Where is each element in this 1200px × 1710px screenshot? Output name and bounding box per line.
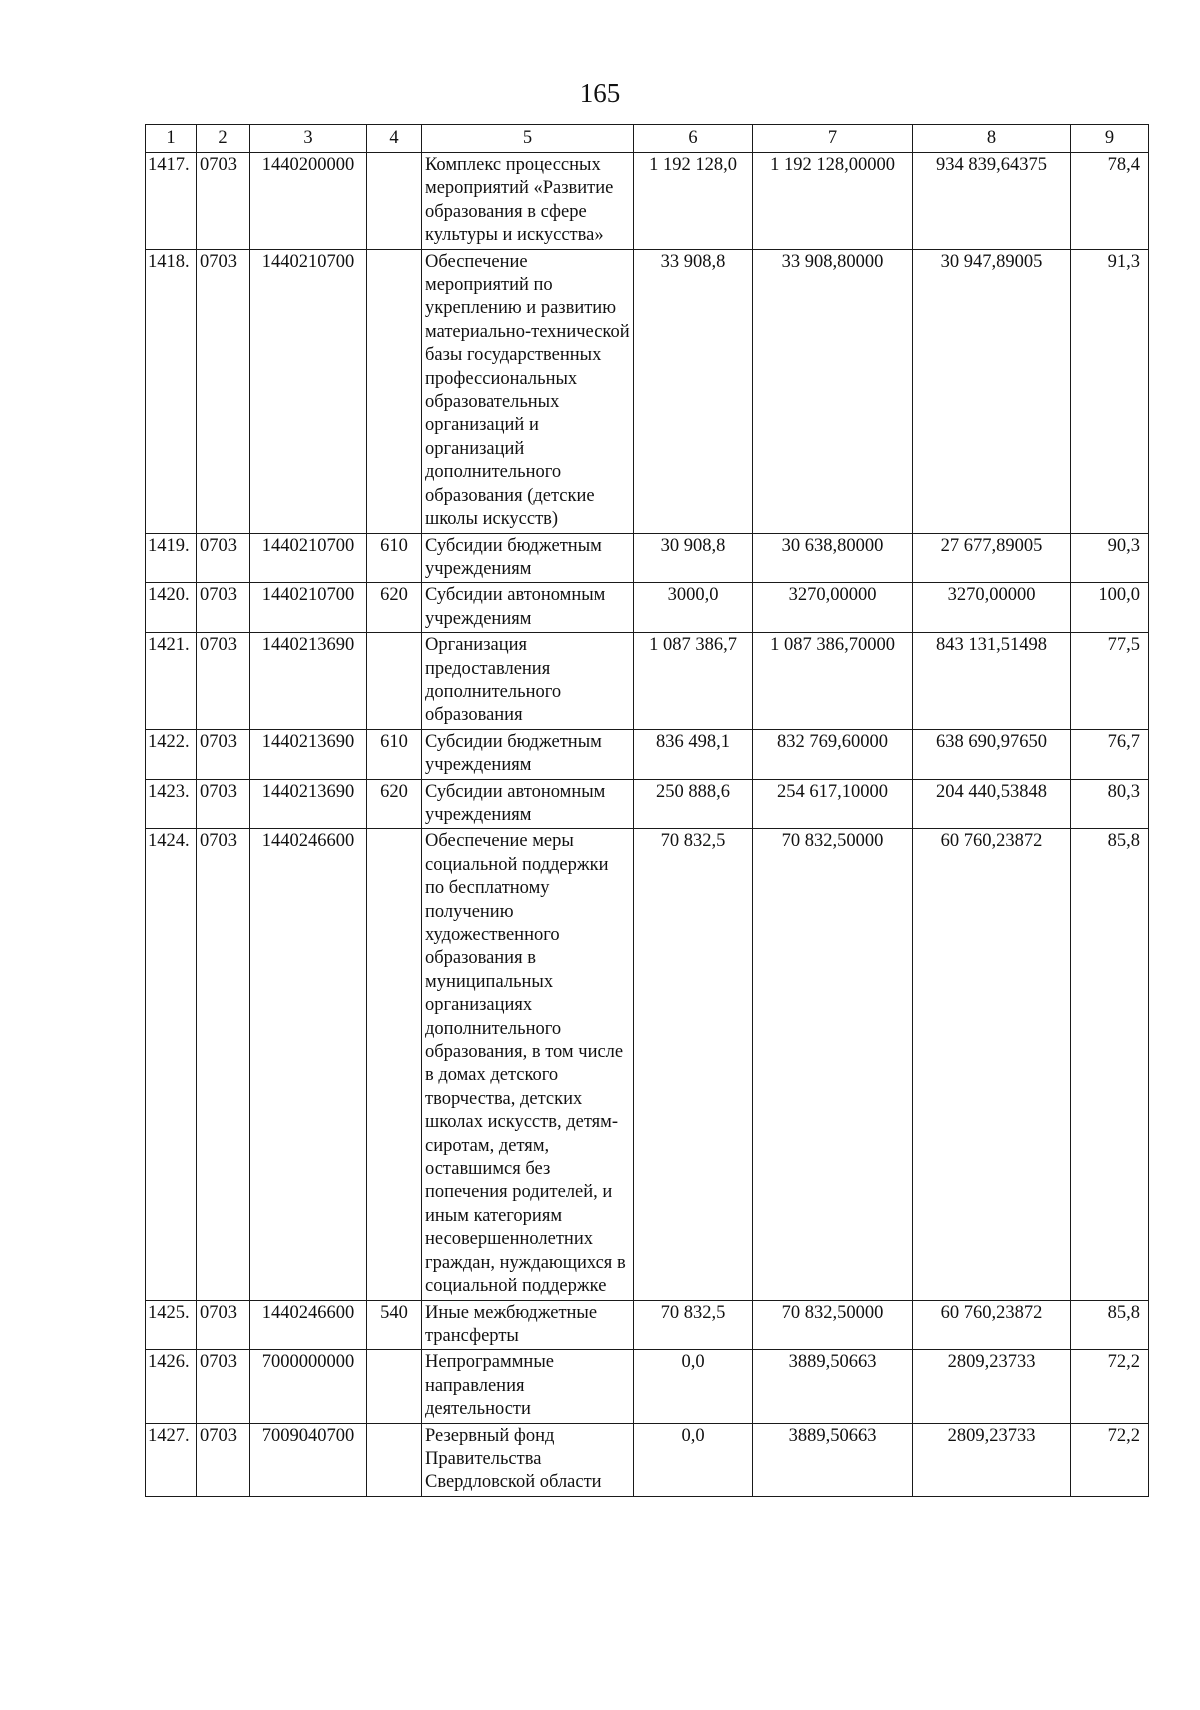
expense-type: 620 [367,779,422,829]
approved-amount: 250 888,6 [634,779,753,829]
table-row [146,533,1149,583]
execution-percent: 72,2 [1071,1423,1149,1496]
section-code: 0703 [197,583,250,633]
header-col-3: 3 [250,125,367,153]
refined-amount: 1 087 386,70000 [753,633,913,730]
table-row [146,153,1149,250]
table-row [146,583,1149,633]
target-code: 1440213690 [250,779,367,829]
table-row [146,633,1149,730]
target-code: 1440210700 [250,249,367,533]
approved-amount: 33 908,8 [634,249,753,533]
budget-table [145,124,1149,1497]
approved-amount: 0,0 [634,1423,753,1496]
target-code: 7000000000 [250,1350,367,1423]
item-name: Обеспечение меры социальной поддержки по бесплатному получению художественного образования в муниципальных организациях дополнительного образования, в том числе в домах детского творчества, детских школах искусств, детям-сиротам, детям, оставшимся без попечения родителей, и иным категориям несовершеннолетних граждан, нуждающихся в социальной поддержке [422,829,634,1300]
item-name: Организация предоставления дополнительного образования [422,633,634,730]
item-name: Иные межбюджетные трансферты [422,1300,634,1350]
row-number: 1425. [146,1300,197,1350]
target-code: 7009040700 [250,1423,367,1496]
expense-type [367,1423,422,1496]
executed-amount: 204 440,53848 [913,779,1071,829]
execution-percent: 76,7 [1071,729,1149,779]
approved-amount: 30 908,8 [634,533,753,583]
executed-amount: 2809,23733 [913,1350,1071,1423]
expense-type: 540 [367,1300,422,1350]
row-number: 1417. [146,153,197,250]
row-number: 1420. [146,583,197,633]
header-col-9: 9 [1071,125,1149,153]
expense-type [367,153,422,250]
refined-amount: 254 617,10000 [753,779,913,829]
expense-type: 620 [367,583,422,633]
executed-amount: 30 947,89005 [913,249,1071,533]
approved-amount: 70 832,5 [634,829,753,1300]
table-row [146,729,1149,779]
table-body [146,125,1149,1497]
header-col-1: 1 [146,125,197,153]
executed-amount: 3270,00000 [913,583,1071,633]
item-name: Непрограммные направления деятельности [422,1350,634,1423]
expense-type [367,633,422,730]
refined-amount: 832 769,60000 [753,729,913,779]
executed-amount: 60 760,23872 [913,829,1071,1300]
item-name: Резервный фонд Правительства Свердловской области [422,1423,634,1496]
approved-amount: 1 192 128,0 [634,153,753,250]
item-name: Обеспечение мероприятий по укреплению и развитию материально-технической базы государственных профессиональных образовательных организаций и организаций дополнительного образования (детские школы искусств) [422,249,634,533]
section-code: 0703 [197,633,250,730]
expense-type [367,829,422,1300]
target-code: 1440213690 [250,729,367,779]
refined-amount: 3889,50663 [753,1423,913,1496]
approved-amount: 1 087 386,7 [634,633,753,730]
executed-amount: 60 760,23872 [913,1300,1071,1350]
table-row [146,779,1149,829]
section-code: 0703 [197,1350,250,1423]
target-code: 1440246600 [250,1300,367,1350]
page-number: 165 [579,78,621,108]
executed-amount: 2809,23733 [913,1423,1071,1496]
expense-type [367,249,422,533]
row-number: 1423. [146,779,197,829]
item-name: Субсидии автономным учреждениям [422,779,634,829]
target-code: 1440213690 [250,633,367,730]
approved-amount: 3000,0 [634,583,753,633]
execution-percent: 80,3 [1071,779,1149,829]
header-col-2: 2 [197,125,250,153]
row-number: 1422. [146,729,197,779]
header-col-8: 8 [913,125,1071,153]
section-code: 0703 [197,533,250,583]
approved-amount: 836 498,1 [634,729,753,779]
section-code: 0703 [197,779,250,829]
header-col-6: 6 [634,125,753,153]
table-row [146,249,1149,533]
header-row [146,125,1149,153]
refined-amount: 70 832,50000 [753,829,913,1300]
expense-type [367,1350,422,1423]
table-row [146,1350,1149,1423]
section-code: 0703 [197,829,250,1300]
executed-amount: 934 839,64375 [913,153,1071,250]
table-row [146,829,1149,1300]
header-col-5: 5 [422,125,634,153]
approved-amount: 0,0 [634,1350,753,1423]
executed-amount: 843 131,51498 [913,633,1071,730]
execution-percent: 85,8 [1071,829,1149,1300]
refined-amount: 30 638,80000 [753,533,913,583]
executed-amount: 27 677,89005 [913,533,1071,583]
row-number: 1427. [146,1423,197,1496]
refined-amount: 33 908,80000 [753,249,913,533]
header-col-7: 7 [753,125,913,153]
item-name: Субсидии бюджетным учреждениям [422,533,634,583]
item-name: Субсидии бюджетным учреждениям [422,729,634,779]
refined-amount: 3889,50663 [753,1350,913,1423]
section-code: 0703 [197,729,250,779]
target-code: 1440210700 [250,533,367,583]
execution-percent: 91,3 [1071,249,1149,533]
row-number: 1421. [146,633,197,730]
refined-amount: 1 192 128,00000 [753,153,913,250]
row-number: 1424. [146,829,197,1300]
target-code: 1440246600 [250,829,367,1300]
item-name: Комплекс процессных мероприятий «Развитие образования в сфере культуры и искусства» [422,153,634,250]
section-code: 0703 [197,249,250,533]
expense-type: 610 [367,729,422,779]
section-code: 0703 [197,153,250,250]
approved-amount: 70 832,5 [634,1300,753,1350]
execution-percent: 78,4 [1071,153,1149,250]
table-row [146,1423,1149,1496]
execution-percent: 77,5 [1071,633,1149,730]
row-number: 1426. [146,1350,197,1423]
row-number: 1418. [146,249,197,533]
execution-percent: 85,8 [1071,1300,1149,1350]
row-number: 1419. [146,533,197,583]
execution-percent: 90,3 [1071,533,1149,583]
expense-type: 610 [367,533,422,583]
refined-amount: 70 832,50000 [753,1300,913,1350]
header-col-4: 4 [367,125,422,153]
target-code: 1440200000 [250,153,367,250]
target-code: 1440210700 [250,583,367,633]
table-row [146,1300,1149,1350]
section-code: 0703 [197,1423,250,1496]
section-code: 0703 [197,1300,250,1350]
execution-percent: 72,2 [1071,1350,1149,1423]
refined-amount: 3270,00000 [753,583,913,633]
execution-percent: 100,0 [1071,583,1149,633]
item-name: Субсидии автономным учреждениям [422,583,634,633]
executed-amount: 638 690,97650 [913,729,1071,779]
